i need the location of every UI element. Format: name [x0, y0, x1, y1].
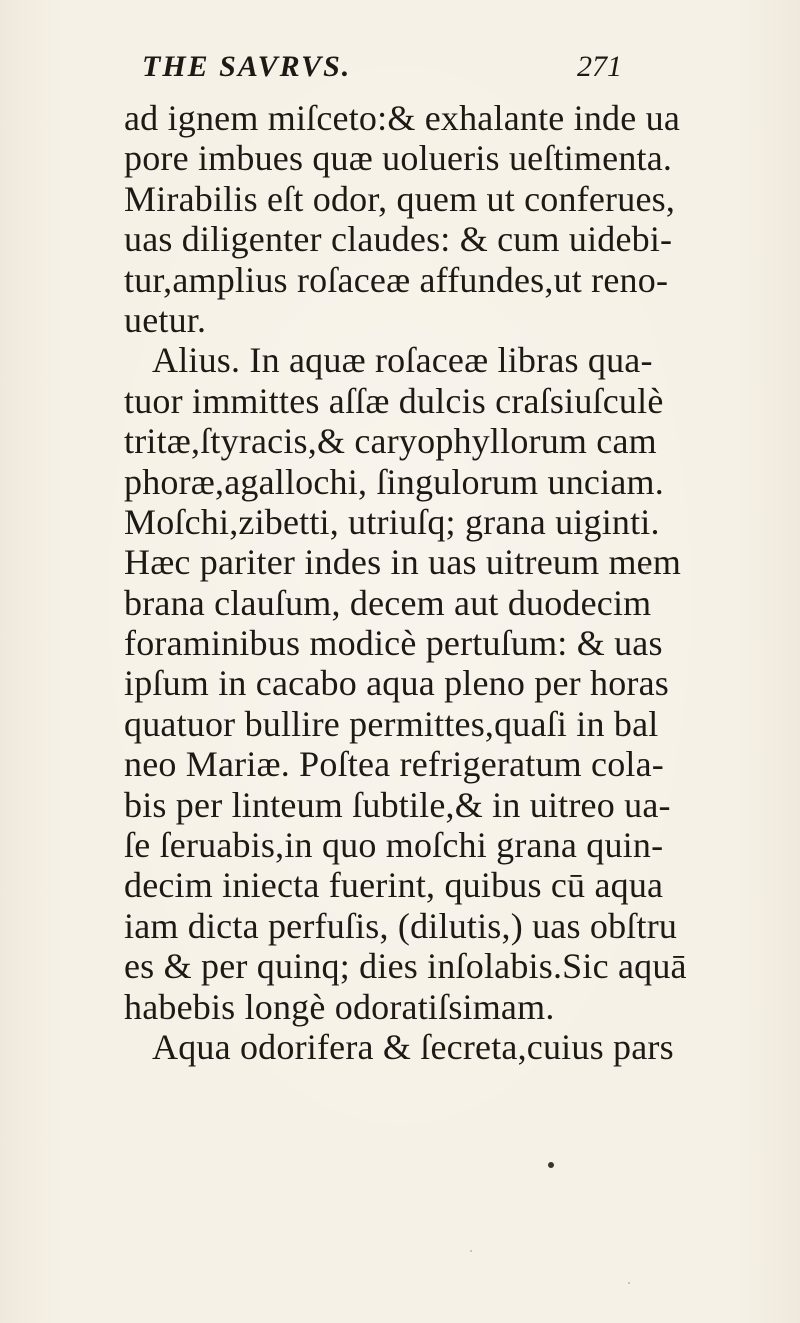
text-line: Mirabilis eſt odor, quem ut conferues, — [124, 178, 676, 219]
text-line: quatuor bullire permittes,quaſi in bal — [124, 703, 659, 744]
text-line: uas diligenter claudes: & cum uidebi- — [124, 219, 673, 260]
paper-speck — [646, 566, 649, 569]
text-line: ſe ſeruabis,in quo moſchi grana quin- — [124, 825, 664, 866]
text-line: ipſum in cacabo aqua pleno per horas — [124, 663, 670, 704]
text-line: Hæc pariter indes in uas uitreum mem — [124, 542, 682, 583]
text-line: habebis longè odoratiſsimam. — [124, 986, 555, 1027]
ink-spot — [548, 1162, 554, 1168]
text-line: Aqua odorifera & ſecreta,cuius pars — [152, 1026, 674, 1067]
text-line: Moſchi,zibetti, utriuſq; grana uiginti. — [124, 501, 660, 542]
paper-speck — [470, 1250, 472, 1252]
text-line: tritæ,ſtyracis,& caryophyllorum cam — [124, 421, 657, 462]
running-head — [142, 50, 622, 90]
text-line: Alius. In aquæ roſaceæ libras qua- — [152, 340, 653, 381]
text-line: bis per linteum ſubtile,& in uitreo ua- — [124, 784, 671, 825]
text-line: tur,amplius roſaceæ affundes,ut reno- — [124, 259, 669, 300]
body-text — [124, 98, 687, 1067]
text-line: phoræ,agallochi, ſingulorum unciam. — [124, 461, 664, 502]
paper-speck — [628, 1282, 630, 1284]
text-line: pore imbues quæ uolueris ueſtimenta. — [124, 138, 673, 179]
text-line: brana clauſum, decem aut duodecim — [124, 582, 652, 623]
text-line: uetur. — [124, 299, 207, 340]
running-title: THE SAVRVS. — [142, 50, 352, 83]
text-line: iam dicta perfuſis, (dilutis,) uas obſtru — [124, 905, 678, 946]
text-line: ad ignem miſceto:& exhalante inde ua — [124, 98, 681, 138]
text-line: tuor immittes aſſæ dulcis craſsiuſculè — [124, 380, 664, 421]
page-number: 271 — [577, 50, 622, 83]
text-line: decim iniecta fuerint, quibus cū aqua — [124, 865, 664, 906]
text-line: es & per quinq; dies inſolabis.Sic aquā — [124, 946, 687, 987]
text-line: neo Mariæ. Poſtea refrigeratum cola- — [124, 744, 664, 785]
text-line: foraminibus modicè pertuſum: & uas — [124, 623, 663, 664]
